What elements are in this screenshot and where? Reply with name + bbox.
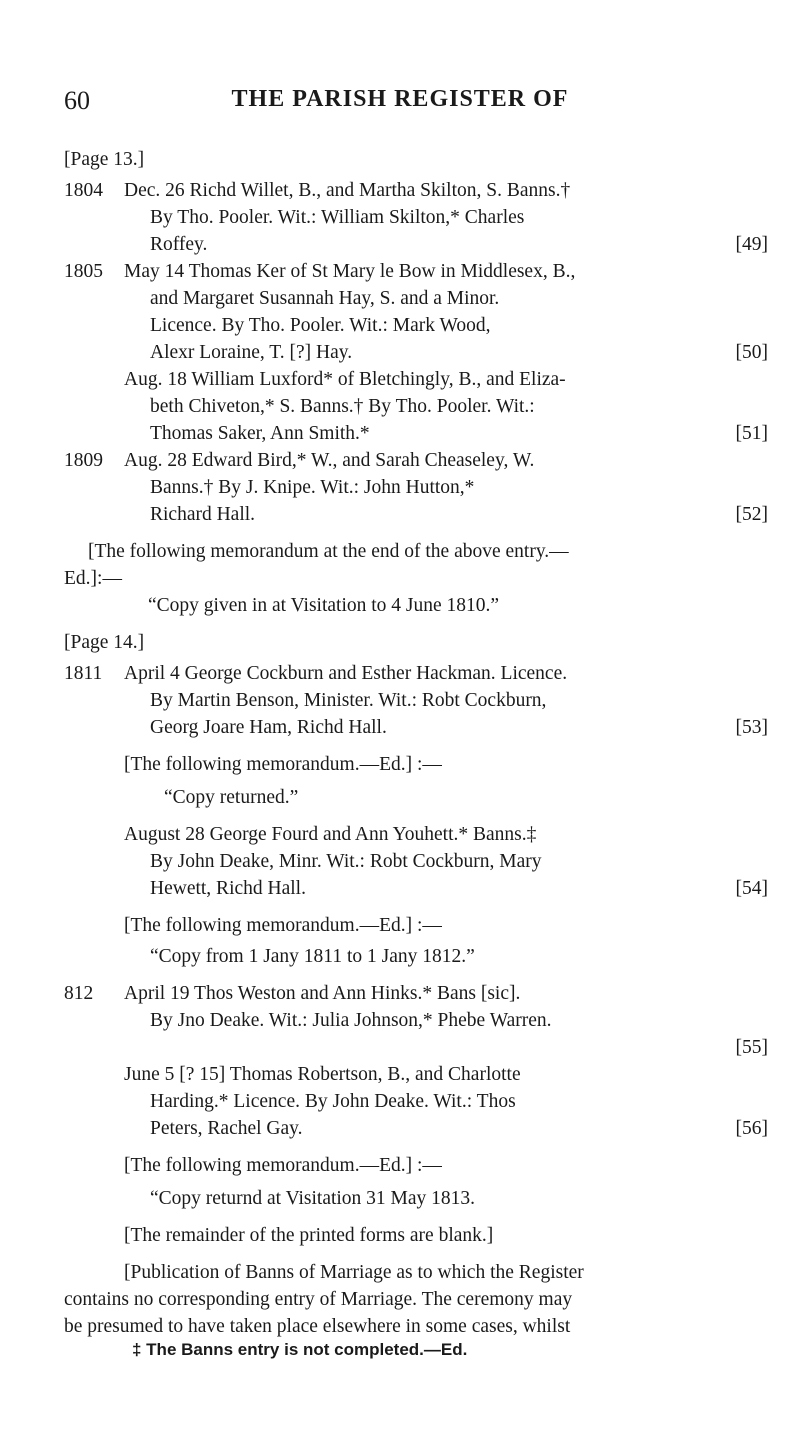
memorandum: [The following memorandum.—Ed.] :—: [124, 915, 442, 936]
entry-number: [50]: [735, 342, 768, 363]
entry-number: [51]: [735, 423, 768, 444]
memorandum-quote: “Copy given in at Visitation to 4 June 1810.”: [148, 595, 500, 616]
publication-line: [Publication of Banns of Marriage as to which the Register: [124, 1262, 584, 1283]
register-entry: [64, 258, 768, 366]
entry-line: Hewett, Richd Hall.: [150, 878, 306, 899]
entry-line: Banns.† By J. Knipe. Wit.: John Hutton,*: [150, 477, 475, 498]
page-marker: [Page 13.]: [64, 149, 145, 170]
entry-line: Georg Joare Ham, Richd Hall.: [150, 717, 387, 738]
memorandum-quote: “Copy returned.”: [164, 787, 299, 808]
footnote: ‡ The Banns entry is not completed.—Ed.: [132, 1340, 468, 1359]
memorandum: [The following memorandum.—Ed.] :—: [124, 754, 442, 775]
entry-year: 812: [64, 983, 94, 1004]
entry-line: Thomas Saker, Ann Smith.*: [150, 423, 370, 444]
entry-line: Aug. 18 William Luxford* of Bletchingly, B., and Eliza-: [124, 369, 566, 390]
entry-line: Aug. 28 Edward Bird,* W., and Sarah Cheaseley, W.: [124, 450, 535, 471]
entry-line: April 4 George Cockburn and Esther Hackman. Licence.: [124, 663, 568, 684]
page-number: 60: [64, 86, 90, 115]
publication-note: [64, 1259, 768, 1340]
remainder-note: [The remainder of the printed forms are blank.]: [124, 1225, 494, 1246]
running-header: [64, 86, 736, 122]
entry-line: June 5 [? 15] Thomas Robertson, B., and Charlotte: [124, 1064, 521, 1085]
publication-line: contains no corresponding entry of Marriage. The ceremony may: [64, 1289, 573, 1310]
register-entry: [64, 447, 768, 528]
register-entry: [64, 1061, 768, 1142]
entry-line: Licence. By Tho. Pooler. Wit.: Mark Wood,: [150, 315, 491, 336]
entry-line: and Margaret Susannah Hay, S. and a Minor.: [150, 288, 500, 309]
entry-number: [54]: [735, 878, 768, 899]
entry-line: By John Deake, Minr. Wit.: Robt Cockburn, Mary: [150, 851, 542, 872]
entry-line: By Jno Deake. Wit.: Julia Johnson,* Phebe Warren.: [150, 1010, 552, 1031]
entry-line: Harding.* Licence. By John Deake. Wit.: Thos: [150, 1091, 516, 1112]
entry-line: Richard Hall.: [150, 504, 256, 525]
memorandum-quote: “Copy from 1 Jany 1811 to 1 Jany 1812.”: [150, 946, 475, 967]
register-text: [64, 140, 768, 1340]
entry-line: August 28 George Fourd and Ann Youhett.* Banns.‡: [124, 824, 537, 845]
page-marker: [Page 14.]: [64, 632, 145, 653]
register-entry: [64, 821, 768, 902]
memorandum-quote: “Copy returnd at Visitation 31 May 1813.: [150, 1188, 476, 1209]
entry-number: [53]: [735, 717, 768, 738]
publication-line: be presumed to have taken place elsewhere in some cases, whilst: [64, 1316, 571, 1337]
entry-line: Roffey.: [150, 234, 208, 255]
entry-line: April 19 Thos Weston and Ann Hinks.* Bans [sic].: [124, 983, 521, 1004]
entry-number: [52]: [735, 504, 768, 525]
entry-number: [55]: [735, 1037, 768, 1058]
entry-line: Dec. 26 Richd Willet, B., and Martha Skilton, S. Banns.†: [124, 180, 571, 201]
entry-year: 1804: [64, 180, 103, 201]
register-entry: [64, 980, 768, 1061]
entry-number: [56]: [735, 1118, 768, 1139]
entry-year: 1805: [64, 261, 103, 282]
entry-year: 1809: [64, 450, 103, 471]
entry-line: May 14 Thomas Ker of St Mary le Bow in Middlesex, B.,: [124, 261, 576, 282]
entry-line: By Martin Benson, Minister. Wit.: Robt Cockburn,: [150, 690, 547, 711]
page-title: THE PARISH REGISTER OF: [231, 86, 569, 112]
entry-line: By Tho. Pooler. Wit.: William Skilton,* Charles: [150, 207, 525, 228]
memorandum: [The following memorandum.—Ed.] :—: [124, 1155, 442, 1176]
memorandum-cont: Ed.]:—: [64, 568, 122, 589]
entry-line: Peters, Rachel Gay.: [150, 1118, 303, 1139]
memorandum: [The following memorandum at the end of the above entry.—: [88, 541, 569, 562]
register-entry: [64, 177, 768, 258]
register-entry: [64, 660, 768, 741]
entry-year: 1811: [64, 663, 103, 684]
entry-line: beth Chiveton,* S. Banns.† By Tho. Pooler. Wit.:: [150, 396, 535, 417]
register-entry: [64, 366, 768, 447]
entry-line: Alexr Loraine, T. [?] Hay.: [150, 342, 353, 363]
entry-number: [49]: [735, 234, 768, 255]
